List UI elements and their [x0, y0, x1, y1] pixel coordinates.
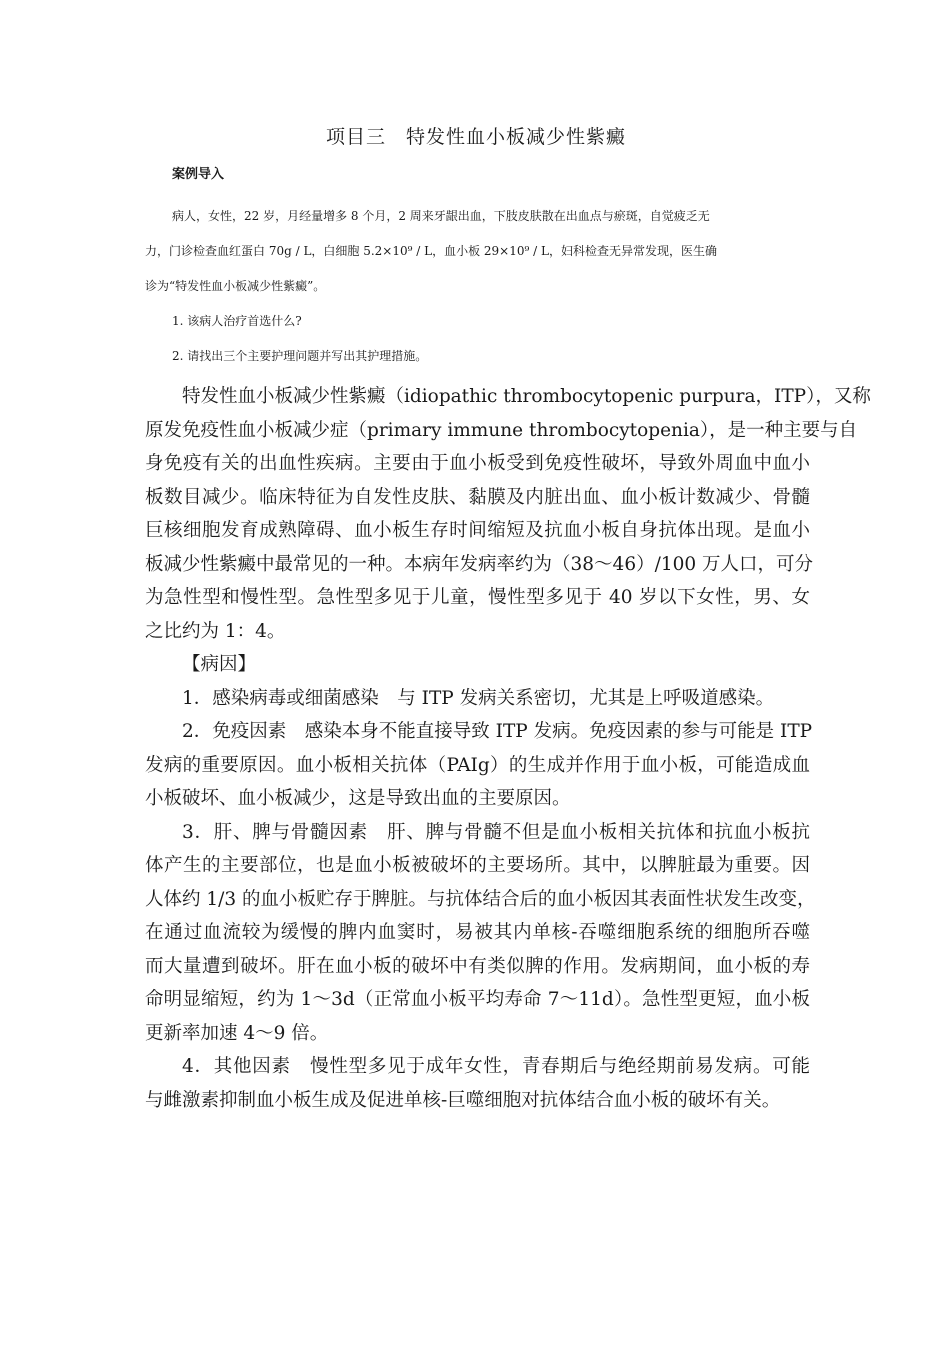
body-line: 4．其他因素 慢性型多见于成年女性，青春期后与绝经期前易发病。可能: [182, 1056, 810, 1077]
body-line: 巨核细胞发育成熟障碍、血小板生存时间缩短及抗血小板自身抗体出现。是血小: [145, 520, 810, 541]
case-line: 诊为“特发性血小板减少性紫癜”。: [145, 279, 326, 293]
body-line: 板减少性紫癜中最常见的一种。本病年发病率约为（38～46）/100 万人口，可分: [145, 553, 814, 575]
body-line: 体产生的主要部位，也是血小板被破坏的主要场所。其中，以脾脏最为重要。因: [145, 855, 810, 876]
page-title: 项目三 特发性血小板减少性紫癜: [325, 126, 626, 148]
body-line: 更新率加速 4～9 倍。: [145, 1022, 329, 1044]
body-line: 与雌激素抑制血小板生成及促进单核-巨噬细胞对抗体结合血小板的破坏有关。: [145, 1089, 781, 1111]
body-line: 板数目减少。临床特征为自发性皮肤、黏膜及内脏出血、血小板计数减少、骨髓: [145, 486, 810, 508]
body-line: 1．感染病毒或细菌感染 与 ITP 发病关系密切，尤其是上呼吸道感染。: [182, 687, 775, 709]
main-body-text: [145, 380, 871, 1117]
body-line: 而大量遭到破坏。肝在血小板的破坏中有类似脾的作用。发病期间，血小板的寿: [145, 955, 810, 977]
body-line: 3．肝、脾与骨髓因素 肝、脾与骨髓不但是血小板相关抗体和抗血小板抗: [182, 821, 810, 843]
case-intro-heading: 案例导入: [172, 167, 225, 182]
body-line: 人体约 1/3 的血小板贮存于脾脏。与抗体结合后的血小板因其表面性状发生改变，: [145, 888, 816, 910]
body-line: 命明显缩短，约为 1～3d（正常血小板平均寿命 7～11d）。急性型更短，血小板: [145, 989, 810, 1010]
body-line: 为急性型和慢性型。急性型多见于儿童，慢性型多见于 40 岁以下女性，男、女: [145, 587, 810, 608]
body-line: 小板破坏、血小板减少，这是导致出血的主要原因。: [145, 788, 571, 809]
case-line: 力，门诊检查血红蛋白 70g / L，白细胞 5.2×10⁹ / L，血小板 29×10⁹ / L，妇科检查无异常发现，医生确: [145, 244, 717, 258]
case-question: 2. 请找出三个主要护理问题并写出其护理措施。: [172, 349, 428, 363]
body-line: 在通过血流较为缓慢的脾内血窦时，易被其内单核-吞噬细胞系统的细胞所吞噬: [145, 922, 810, 943]
body-line: 发病的重要原因。血小板相关抗体（PAIg）的生成并作用于血小板，可能造成血: [145, 754, 810, 776]
body-line: 2．免疫因素 感染本身不能直接导致 ITP 发病。免疫因素的参与可能是 ITP: [182, 721, 813, 742]
case-question: 1. 该病人治疗首选什么?: [172, 314, 302, 328]
case-line: 病人，女性，22 岁，月经量增多 8 个月，2 周来牙龈出血，下肢皮肤散在出血点与瘀斑，自觉疲乏无: [172, 209, 710, 223]
body-line: 原发免疫性血小板减少症（primary immune thrombocytopenia），是一种主要与自: [145, 419, 858, 441]
body-line: 之比约为 1：4。: [145, 620, 286, 642]
section-heading-etiology: 【病因】: [182, 654, 257, 675]
body-line: 特发性血小板减少性紫癜（idiopathic thrombocytopenic purpura，ITP），又称: [182, 386, 871, 407]
case-intro-text: [145, 199, 810, 374]
body-line: 身免疫有关的出血性疾病。主要由于血小板受到免疫性破坏，导致外周血中血小: [145, 453, 810, 474]
